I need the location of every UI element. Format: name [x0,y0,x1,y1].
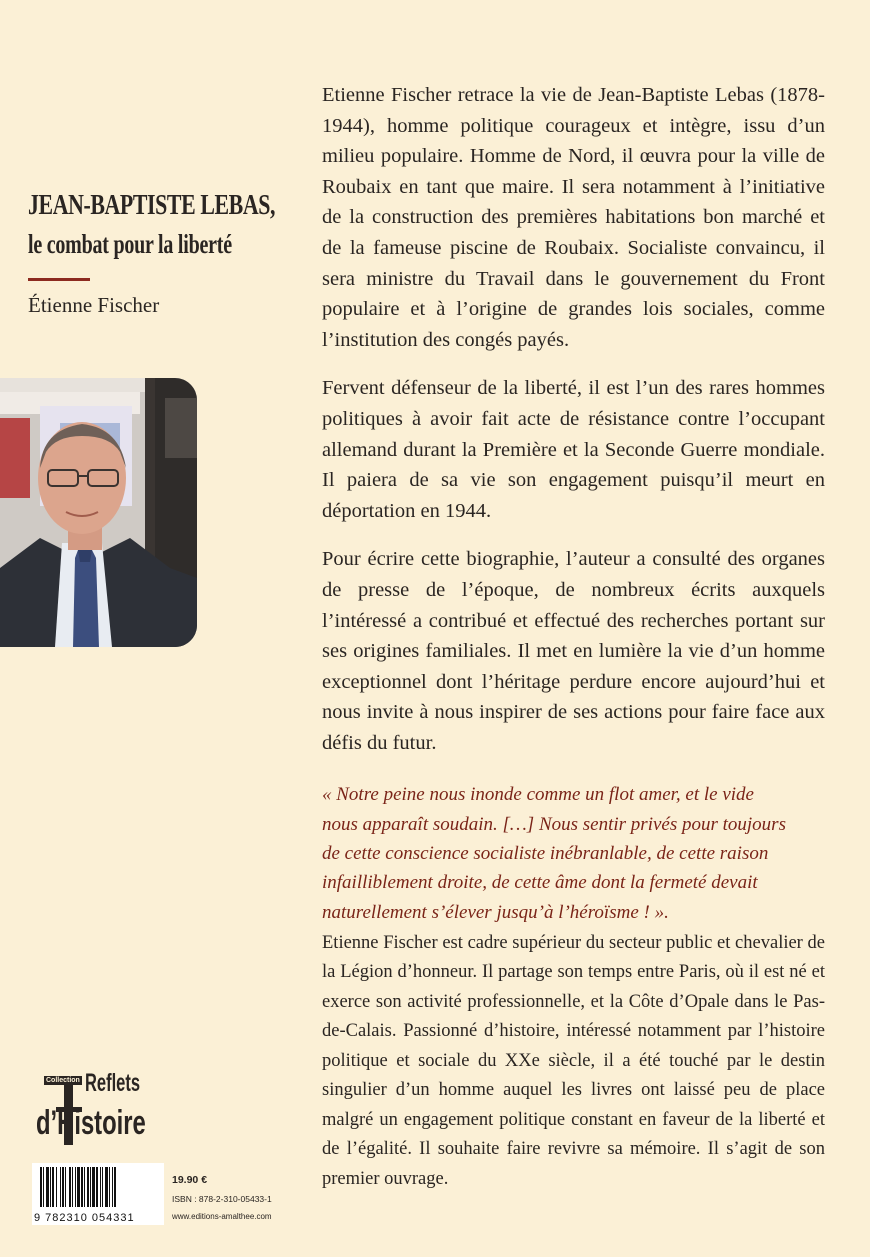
barcode-digits: 9 782310 054331 [34,1212,135,1224]
author-name: Étienne Fischer [28,293,160,317]
collection-tag: Collection [46,1077,80,1084]
quote-line: de cette conscience socialiste inébranlable, de cette raison [322,843,769,865]
book-subtitle: le combat pour la liberté [28,229,232,259]
collection-name-line2: d’Histoire [36,1104,146,1142]
back-cover-text [322,80,825,1194]
quote-line: « Notre peine nous inonde comme un flot amer, et le vide [322,784,754,806]
book-title: JEAN-BAPTISTE LEBAS, [28,190,276,221]
barcode [32,1163,164,1225]
publisher-website: www.editions-amalthee.com [172,1212,272,1221]
title-divider [28,278,90,281]
collection-logo [36,1069,146,1147]
barcode-bars-icon [32,1163,164,1209]
summary-paragraph: Etienne Fischer retrace la vie de Jean-Baptiste Lebas (1878-1944), homme politique courageux et intègre, issu d’un milieu populaire. Homme de Nord, il œuvra pour la ville de Roubaix en tant que maire. Il sera notamment à l’initiative de la construction des premières habitations bon marché et de la fameuse piscine de Roubaix. Socialiste convaincu, il sera ministre du Travail dans le gouvernement du Front populaire et à l’origine de grandes lois sociales, comme l’institution des congés payés. [322,84,825,351]
quote [322,780,825,926]
summary-paragraph: Fervent défenseur de la liberté, il est l’un des rares hommes politiques à avoir fait acte de résistance contre l’occupant allemand durant la Première et la Seconde Guerre mondiale. Il paiera de sa vie son engagement puisqu’il meurt en déportation en 1944. [322,377,825,522]
quote-line: naturellement s’élever jusqu’à l’héroïsme ! ». [322,901,669,923]
isbn: ISBN : 878-2-310-05433-1 [172,1194,272,1204]
quote-line: nous apparaît soudain. […] Nous sentir privés pour toujours [322,813,786,835]
summary-paragraph: Pour écrire cette biographie, l’auteur a consulté des organes de presse de l’époque, de nombreux écrits auxquels l’intéressé a contribué et effectué des recherches portant sur ses origines familiales. Il met en lumière la vie d’un homme exceptionnel dont l’héritage perdure encore aujourd’hui et nous invite à nous inspirer de ses actions pour faire face aux défis du futur. [322,548,825,754]
collection-name-line1: Reflets [85,1069,141,1097]
quote-line: infailliblement droite, de cette âme dont la fermeté devait [322,872,758,894]
title-block [28,190,288,318]
author-photo [0,378,197,647]
price: 19.90 € [172,1174,208,1186]
author-bio: Etienne Fischer est cadre supérieur du secteur public et chevalier de la Légion d’honneur. Il partage son temps entre Paris, où il est né et exerce son activité professionnelle, et la Côte d’Opale dans le Pas-de-Calais. Passionné d’histoire, intéressé notamment par l’histoire politique et sociale du XXe siècle, il a été touché par le destin singulier d’un homme auquel les livres ont laissé peu de place malgré un engagement politique constant en faveur de la liberté et de l’égalité. Il souhaite faire revivre sa mémoire. Il s’agit de son premier ouvrage. [322,932,825,1189]
